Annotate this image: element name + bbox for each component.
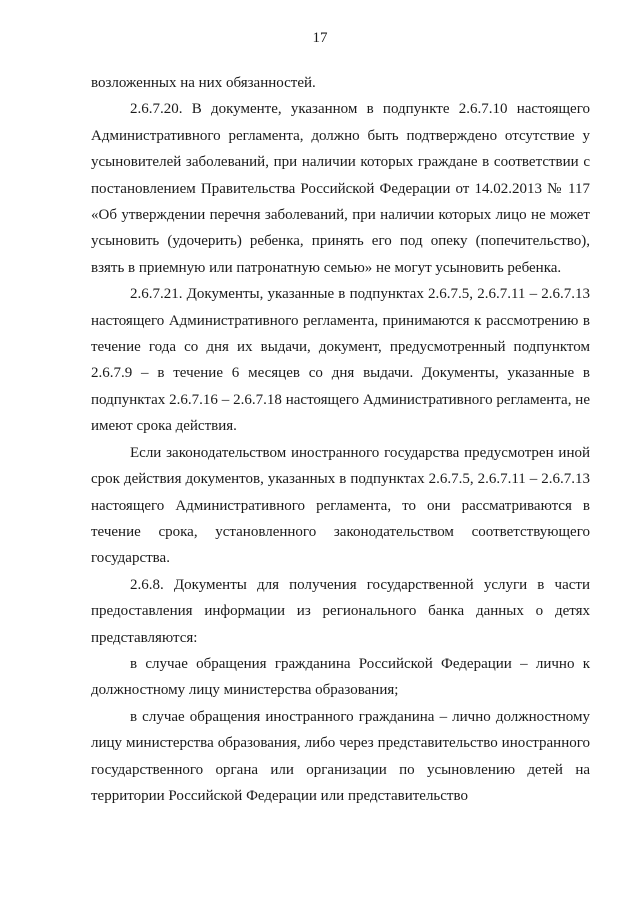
paragraph-foreign-law: Если законодательством иностранного государства предусмотрен иной срок действия документов, указанных в подпунктах 2.6.7.5, 2.6.7.11 – 2.6.7.13 настоящего Административного регламента, то они рассматриваются в течение срока, установленного законодательством соответствующего государства.	[91, 444, 590, 567]
document-body	[91, 70, 590, 809]
paragraph-2-6-8: 2.6.8. Документы для получения государственной услуги в части предоставления информации из регионального банка данных о детях представляются:	[91, 576, 590, 646]
paragraph-2-6-7-20: 2.6.7.20. В документе, указанном в подпункте 2.6.7.10 настоящего Административного регламента, должно быть подтверждено отсутствие у усыновителей заболеваний, при наличии которых граждане в соответствии с постановлением Правительства Российской Федерации от 14.02.2013 № 117 «Об утверждении перечня заболеваний, при наличии которых лицо не может усыновить (удочерить) ребенка, принять его под опеку (попечительство), взять в приемную или патронатную семью» не могут усыновить ребенка.	[91, 101, 590, 276]
paragraph-continuation: возложенных на них обязанностей.	[91, 75, 316, 91]
paragraph-citizen-rf: в случае обращения гражданина Российской Федерации – лично к должностному лицу министерства образования;	[91, 655, 590, 699]
paragraph-foreign-citizen: в случае обращения иностранного гражданина – лично должностному лицу министерства образования, либо через представительство иностранного государственного органа или организации по усыновлению детей на территории Российской Федерации или представительство	[91, 708, 590, 804]
page-number: 17	[312, 30, 328, 46]
paragraph-2-6-7-21: 2.6.7.21. Документы, указанные в подпунктах 2.6.7.5, 2.6.7.11 – 2.6.7.13 настоящего Административного регламента, принимаются к рассмотрению в течение года со дня их выдачи, документ, предусмотренный подпунктом 2.6.7.9 – в течение 6 месяцев со дня выдачи. Документы, указанные в подпунктах 2.6.7.16 – 2.6.7.18 настоящего Административного регламента, не имеют срока действия.	[91, 286, 590, 435]
